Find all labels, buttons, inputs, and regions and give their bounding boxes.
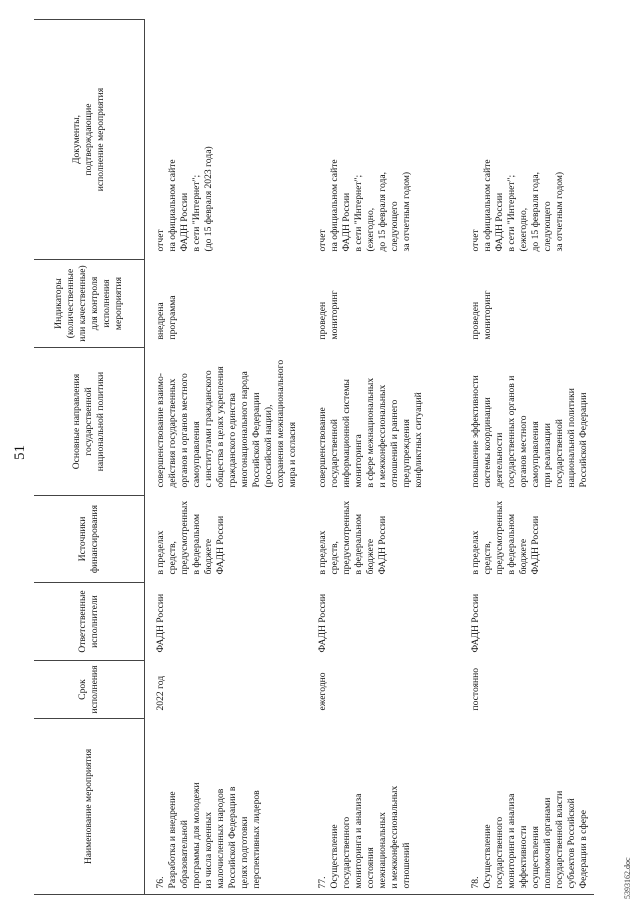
indicator-cell: проведен мониторинг	[317, 290, 340, 340]
measure-name: Разработка и внедрение образовательной программы для молодежи из числа коренных малочисленных народов Российской Федерации в целях подготовки перспективных лидеров	[167, 782, 262, 889]
table-row	[145, 20, 308, 895]
executor-cell: ФАДН России	[155, 593, 166, 653]
measure-name-cell	[307, 719, 460, 895]
document-cell: отчет на официальном сайте ФАДН России в сети "Интернет"; (ежегодно, до 15 февраля года, следующего за отчетным годом)	[470, 159, 565, 252]
measures-table	[34, 19, 638, 895]
header-executors: Ответственные исполнители	[34, 583, 145, 661]
header-policy-directions: Основные направления государственной национальной политики	[34, 348, 145, 496]
document-cell: отчет на официальном сайте ФАДН России в сети "Интернет"; (до 15 февраля 2023 года)	[155, 146, 214, 252]
table-header-row	[34, 20, 145, 895]
executor-cell: ФАДН России	[470, 593, 481, 653]
measure-name: Осуществление государственного мониторинга и анализа эффективности осуществления полномочий органами государственной власти субъектов Российской Федерации в сфере	[482, 790, 589, 889]
executor-cell: ФАДН России	[317, 593, 328, 653]
term-cell: 2022 год	[155, 675, 166, 711]
measure-name-cell	[460, 719, 638, 895]
header-documents: Документы, подтверждающие исполнение мероприятия	[34, 20, 145, 260]
header-measure-name: Наименование мероприятия	[34, 719, 145, 895]
direction-cell: совершенствование взаимо- действия государственных органов и органов местного самоуправления с институтами гражданского общества в целях укрепления гражданского единства многонационального народа Российской Федерации (российской нации), сохранения межнационального мира и согласия	[155, 359, 298, 488]
direction-cell: совершенствование государственной информационной системы мониторинга в сфере межнациональных и межконфессиональных отношений и раннего предупреждения конфликтных ситуаций	[317, 377, 424, 488]
measure-name-cell	[145, 719, 308, 895]
term-cell: постоянно	[470, 667, 481, 711]
document-code: 5393162.doc	[623, 857, 632, 899]
header-term: Срок исполнения	[34, 661, 145, 719]
header-indicators: Индикаторы (количественные или качественные) для контроля исполнения мероприятия	[34, 260, 145, 348]
row-number: 78.	[470, 876, 481, 889]
row-number: 76.	[155, 876, 166, 889]
row-number: 77.	[317, 876, 328, 889]
table-left-border	[34, 894, 594, 895]
indicator-cell: проведен мониторинг	[470, 290, 493, 340]
term-cell: ежегодно	[317, 672, 328, 711]
direction-cell: повышение эффективности системы координации деятельности государственных органов и органов местного самоуправления при реализации государственной национальной политики Российской Федерации	[470, 375, 589, 488]
indicator-cell: внедрена программа	[155, 295, 178, 340]
table-row	[307, 20, 460, 895]
financing-cell: в пределах средств, предусмотренных в федеральном бюджете ФАДН России	[470, 500, 541, 575]
table-row	[460, 20, 638, 895]
header-financing: Источники финансирования	[34, 496, 145, 583]
document-cell: отчет на официальном сайте ФАДН России в сети "Интернет"; (ежегодно, до 15 февраля года, следующего за отчетным годом)	[317, 159, 412, 252]
measure-name: Осуществление государственного мониторинга и анализа состояния межнациональных и межконфессиональных отношений	[329, 785, 412, 889]
page-number: 51	[12, 445, 28, 460]
financing-cell: в пределах средств, предусмотренных в федеральном бюджете ФАДН России	[155, 500, 226, 575]
financing-cell: в пределах средств, предусмотренных в федеральном бюджете ФАДН России	[317, 500, 388, 575]
